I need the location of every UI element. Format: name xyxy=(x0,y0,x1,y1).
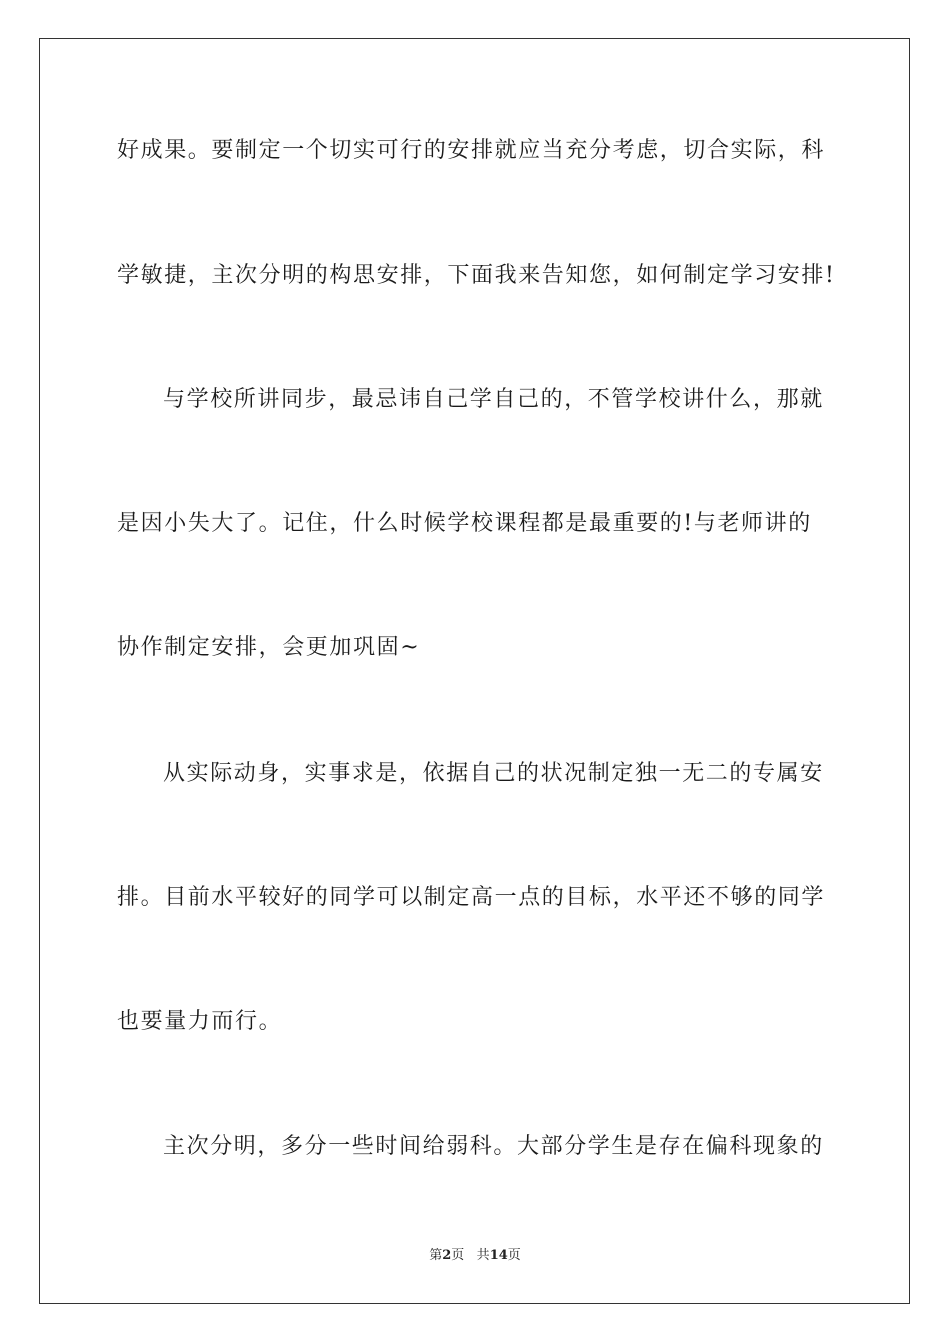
body-text-line: 协作制定安排，会更加巩固~ xyxy=(117,635,421,660)
page-number: 2 xyxy=(442,1248,452,1263)
body-text-line: 排。目前水平较好的同学可以制定高一点的目标，水平还不够的同学 xyxy=(117,885,826,910)
page-prefix: 第 xyxy=(429,1248,443,1263)
paragraph-start-line: 主次分明，多分一些时间给弱科。大部分学生是存在偏科现象的 xyxy=(163,1134,824,1159)
paragraph-start-line: 从实际动身，实事求是，依据自己的状况制定独一无二的专属安 xyxy=(163,761,824,786)
body-text-line: 好成果。要制定一个切实可行的安排就应当充分考虑，切合实际，科 xyxy=(117,138,826,163)
page-suffix: 页 xyxy=(451,1248,465,1263)
page-border xyxy=(39,38,910,1304)
body-text-line: 也要量力而行。 xyxy=(117,1009,283,1034)
total-suffix: 页 xyxy=(507,1248,521,1263)
body-text-line: 是因小失大了。记住，什么时候学校课程都是最重要的!与老师讲的 xyxy=(117,511,812,536)
paragraph-start-line: 与学校所讲同步，最忌讳自己学自己的，不管学校讲什么，那就 xyxy=(163,387,824,412)
body-text-line: 学敏捷，主次分明的构思安排，下面我来告知您，如何制定学习安排! xyxy=(117,263,836,288)
total-pages: 14 xyxy=(489,1248,508,1263)
total-prefix: 共 xyxy=(476,1248,490,1263)
page-footer xyxy=(0,1247,950,1265)
